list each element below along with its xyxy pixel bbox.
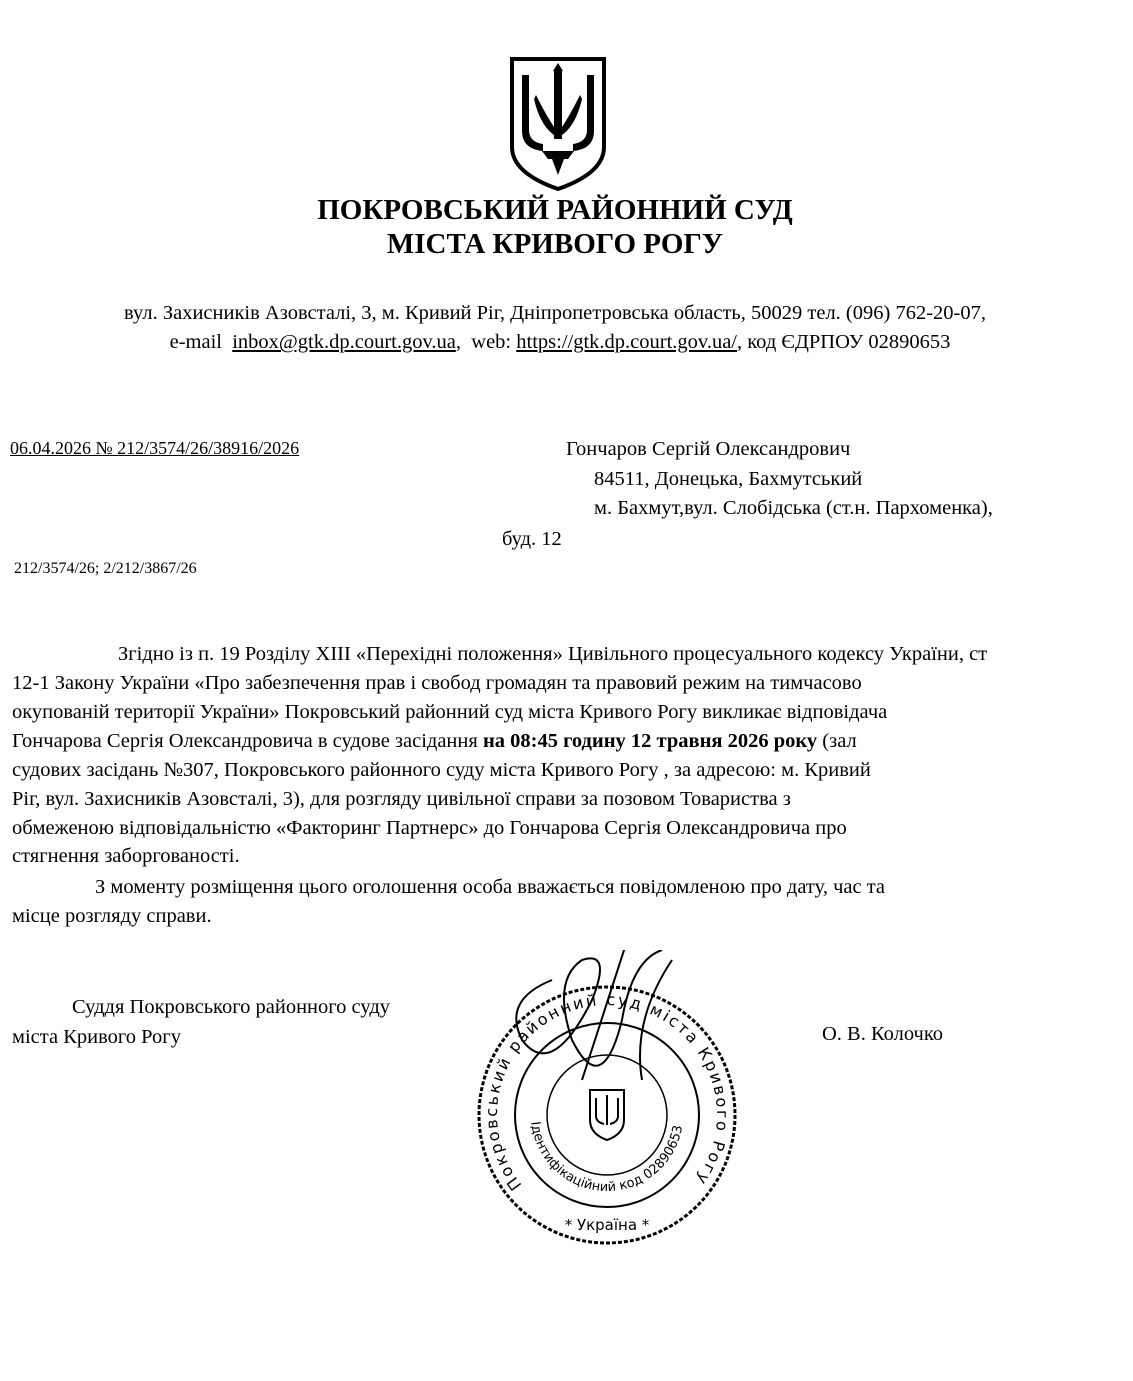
coat-of-arms-emblem [508, 55, 608, 193]
court-contacts [0, 331, 1120, 354]
case-numbers: 212/3574/26; 2/212/3867/26 [14, 560, 197, 577]
seal-bottom-text: * Україна * [564, 1216, 650, 1234]
court-name-line2: МІСТА КРИВОГО РОГУ [386, 228, 724, 260]
web-link[interactable]: https://gtk.dp.court.gov.ua/ [516, 331, 737, 353]
body-text: Гончарова Сергія Олександровича в судове засідання [12, 730, 483, 752]
court-name-line1: ПОКРОВСЬКИЙ РАЙОННИЙ СУД [317, 194, 793, 226]
judge-position-line1: Суддя Покровського районного суду [72, 996, 391, 1018]
seal-outer-text: Покровський районний суд міста Кривого Рогу [481, 989, 733, 1195]
email-label: e-mail [169, 331, 222, 353]
official-seal-stamp [462, 950, 752, 1270]
recipient-address-line3: буд. 12 [502, 528, 562, 550]
judge-name: О. В. Колочко [822, 1023, 944, 1045]
hearing-datetime: на 08:45 годину 12 травня 2026 року [482, 730, 818, 752]
edrpou-code: , код ЄДРПОУ 02890653 [737, 331, 951, 353]
web-label: web: [471, 331, 512, 353]
body-line: З моменту розміщення цього оголошення особа вважається повідомленою про дату, час та [95, 876, 886, 898]
separator: , [455, 331, 462, 353]
judge-position-line2: міста Кривого Рогу [12, 1026, 181, 1048]
court-address: вул. Захисників Азовсталі, 3, м. Кривий Ріг, Дніпропетровська область, 50029 тел. (096) 762-20-07, [124, 302, 986, 324]
recipient-address-line2: м. Бахмут,вул. Слобідська (ст.н. Пархоменка), [594, 497, 993, 519]
recipient-address-line1: 84511, Донецька, Бахмутський [594, 468, 863, 490]
body-line: 12-1 Закону України «Про забезпечення прав і свобод громадян та правовий режим на тимчасово [12, 672, 862, 694]
email-link[interactable]: inbox@gtk.dp.court.gov.ua [232, 331, 456, 353]
outgoing-date-number: 06.04.2026 № 212/3574/26/38916/2026 [10, 438, 300, 458]
body-line: судових засідань №307, Покровського районного суду міста Кривого Рогу , за адресою: м. Кривий [12, 759, 871, 781]
body-line: Ріг, вул. Захисників Азовсталі, 3), для розгляду цивільної справи за позовом Товариства з [12, 788, 791, 810]
body-line: стягнення заборгованості. [12, 845, 240, 867]
body-text: (зал [817, 730, 857, 752]
seal-inner-text: Ідентифікаційний код 02890653 [527, 1120, 687, 1196]
recipient-name: Гончаров Сергій Олександрович [566, 438, 851, 460]
seal-emblem-icon [590, 1090, 624, 1140]
body-line: Згідно із п. 19 Розділу XIII «Перехідні положення» Цивільного процесуального кодексу України, ст [118, 643, 988, 665]
svg-text:Ідентифікаційний код 02890653 [527, 1121, 686, 1195]
body-line: обмеженою відповідальністю «Факторинг Партнерс» до Гончарова Сергія Олександровича про [12, 817, 847, 839]
body-line: окупованій території України» Покровський районний суд міста Кривого Рогу викликає відповідача [12, 701, 888, 723]
body-line: місце розгляду справи. [12, 905, 212, 927]
body-line [12, 730, 857, 753]
